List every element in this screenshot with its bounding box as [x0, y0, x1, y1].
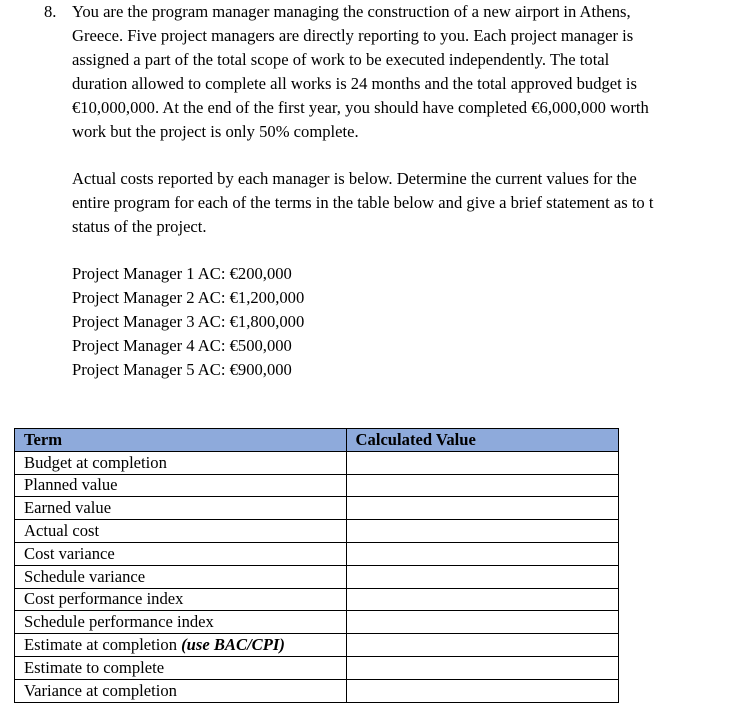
table-row — [15, 588, 619, 611]
table-row — [15, 497, 619, 520]
text-line: You are the program manager managing the construction of a new airport in Athens, — [72, 2, 631, 21]
text-line: entire program for each of the terms in the table below and give a brief statement as to t — [72, 193, 654, 212]
table-row — [15, 679, 619, 702]
manager-costs-list — [72, 262, 744, 382]
term-cell — [15, 611, 347, 634]
term-cell — [15, 451, 347, 474]
evm-terms-table — [14, 428, 619, 703]
term-label: Budget at completion — [24, 452, 167, 472]
value-cell[interactable] — [346, 611, 618, 634]
question-number: 8. — [44, 2, 57, 21]
term-label: Planned value — [24, 475, 118, 495]
value-cell[interactable] — [346, 565, 618, 588]
term-label: Estimate at completion — [24, 635, 182, 655]
term-cell — [15, 656, 347, 679]
text-line: Actual costs reported by each manager is below. Determine the current values for the — [72, 169, 637, 188]
term-label: Earned value — [24, 498, 112, 518]
term-label: Variance at completion — [24, 680, 177, 700]
term-label: Schedule variance — [24, 566, 146, 586]
term-cell — [15, 679, 347, 702]
term-note: (use BAC/CPI) — [181, 635, 285, 655]
text-line: status of the project. — [72, 217, 207, 236]
value-cell[interactable] — [346, 474, 618, 497]
term-cell — [15, 542, 347, 565]
question-text — [72, 0, 744, 382]
text-line: assigned a part of the total scope of work to be executed independently. The total — [72, 50, 610, 69]
term-label: Cost variance — [24, 543, 115, 563]
table-row — [15, 474, 619, 497]
text-line: Greece. Five project managers are directly reporting to you. Each project manager is — [72, 26, 634, 45]
table-row — [15, 451, 619, 474]
paragraph-instructions — [72, 167, 744, 239]
table-row — [15, 656, 619, 679]
table-header-row — [15, 429, 619, 452]
term-cell — [15, 565, 347, 588]
table-row — [15, 520, 619, 543]
term-cell — [15, 474, 347, 497]
value-cell[interactable] — [346, 497, 618, 520]
value-cell[interactable] — [346, 588, 618, 611]
term-label: Schedule performance index — [24, 612, 214, 632]
term-cell — [15, 588, 347, 611]
value-cell[interactable] — [346, 520, 618, 543]
term-cell — [15, 520, 347, 543]
manager-cost-item: Project Manager 4 AC: €500,000 — [72, 336, 292, 355]
term-cell — [15, 497, 347, 520]
table-row — [15, 565, 619, 588]
header-calculated-value: Calculated Value — [346, 429, 618, 452]
value-cell[interactable] — [346, 634, 618, 657]
manager-cost-item: Project Manager 1 AC: €200,000 — [72, 264, 292, 283]
text-line: duration allowed to complete all works is 24 months and the total approved budget is — [72, 74, 637, 93]
value-cell[interactable] — [346, 542, 618, 565]
manager-cost-item: Project Manager 3 AC: €1,800,000 — [72, 312, 305, 331]
term-label: Estimate to complete — [24, 657, 165, 677]
term-cell — [15, 634, 347, 657]
table-row — [15, 542, 619, 565]
table-row — [15, 611, 619, 634]
term-label: Actual cost — [24, 521, 100, 541]
paragraph-intro — [72, 0, 744, 144]
value-cell[interactable] — [346, 679, 618, 702]
table-row — [15, 634, 619, 657]
term-label: Cost performance index — [24, 589, 184, 609]
manager-cost-item: Project Manager 5 AC: €900,000 — [72, 360, 292, 379]
value-cell[interactable] — [346, 656, 618, 679]
manager-cost-item: Project Manager 2 AC: €1,200,000 — [72, 288, 305, 307]
header-term: Term — [15, 429, 347, 452]
text-line: work but the project is only 50% complete. — [72, 122, 359, 141]
text-line: €10,000,000. At the end of the first year, you should have completed €6,000,000 worth — [72, 98, 649, 117]
value-cell[interactable] — [346, 451, 618, 474]
